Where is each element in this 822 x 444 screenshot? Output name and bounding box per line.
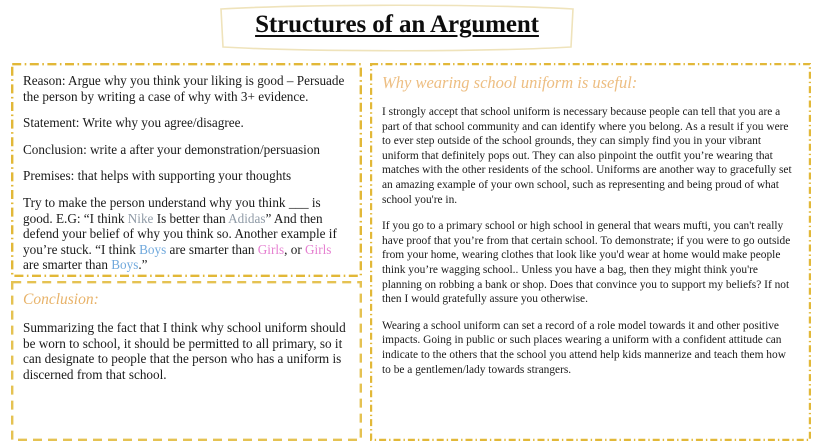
example-seg8: .”: [138, 257, 148, 273]
page-title: Structures of an Argument: [255, 11, 539, 38]
conclusion-heading: Conclusion:: [23, 291, 99, 308]
essay-panel: [370, 63, 811, 441]
note-premises: Premises: that helps with supporting your thoughts: [23, 168, 292, 184]
conclusion-panel: [11, 281, 362, 441]
note-reason: [23, 73, 348, 104]
note-statement: Statement: Write why you agree/disagree.: [23, 115, 244, 131]
title-box: [218, 3, 576, 53]
example-seg2: is good. E.G: “I think: [23, 194, 321, 226]
spacer: [23, 309, 348, 320]
example-blank: ___: [288, 194, 309, 210]
example-seg3: Is better than: [153, 210, 229, 226]
note-reason-line2: the person by writing a case of why with 3+ evidence.: [23, 88, 309, 104]
example-brand-adidas: Adidas: [228, 210, 266, 226]
argument-structure-panel: [11, 63, 362, 277]
title-banner-area: [0, 0, 822, 58]
spacer: [23, 157, 348, 168]
argument-structure-content: [11, 63, 362, 281]
example-word-girls-2: Girls: [305, 241, 332, 257]
example-seg4: ” And then defend your belief of why you think so. Another example if you’re stuck. “I think: [23, 210, 337, 257]
spacer: [23, 184, 348, 195]
conclusion-paragraph: Summarizing the fact that I think why school uniform should be worn to school, it should be permitted to all primary, so it can designate to people that the person who has a uniform is discerned from that school.: [23, 320, 346, 382]
spacer: [23, 131, 348, 142]
example-word-girls-1: Girls: [257, 241, 285, 257]
example-seg7: are smarter than: [23, 257, 112, 273]
example-paragraph: [23, 195, 348, 273]
essay-heading: Why wearing school uniform is useful:: [382, 73, 638, 92]
spacer: [382, 307, 797, 319]
example-word-boys-2: Boys: [111, 257, 139, 273]
example-seg1: Try to make the person understand why you think: [23, 194, 289, 210]
essay-paragraph-1: I strongly accept that school uniform is necessary because people can tell that you are a part of that school community and can identify where you belong. As a result if you were to ever step outside of the school grounds, they can simply find you in your vibrant uniform that definitely pops out. They can also pinpoint the outfit you’re wearing that matches with the other residents of the school. Uniforms are another way to gracefully set an amazing example of your own school, such as representing and being proud of what school you're in.: [382, 106, 792, 206]
essay-content: [370, 63, 811, 385]
example-seg6: , or: [284, 241, 306, 257]
essay-paragraph-3: Wearing a school uniform can set a record of a role model towards it and other positive impacts. Going in public or such places wearing a uniform with a confident attitude can indicate to the others that the school you attend help kids mannerize and teach them how to be a gentlemen/lady towards strangers.: [382, 319, 786, 376]
spacer: [382, 93, 797, 105]
conclusion-content: [11, 281, 362, 390]
spacer: [382, 207, 797, 219]
spacer: [23, 104, 348, 115]
example-seg5: are smarter than: [166, 241, 258, 257]
note-conclusion: Conclusion: write a after your demonstration/persuasion: [23, 141, 321, 157]
example-brand-nike: Nike: [127, 210, 154, 226]
note-reason-line1: Reason: Argue why you think your liking is good – Persuade: [23, 73, 345, 88]
essay-paragraph-2: If you go to a primary school or high school in general that wears mufti, you can't really have proof that you’re from that certain school. To demonstrate; if you were to go outside from your home, wearing clothes that look like you'd wear at home would make people think you’re wagging school.. Unless you have a bag, then they might think you're planning on robbing a bank or shop. Does that convince you to support my beliefs? If not then I would gratefully assure you otherwise.: [382, 220, 791, 306]
example-word-boys-1: Boys: [139, 241, 167, 257]
